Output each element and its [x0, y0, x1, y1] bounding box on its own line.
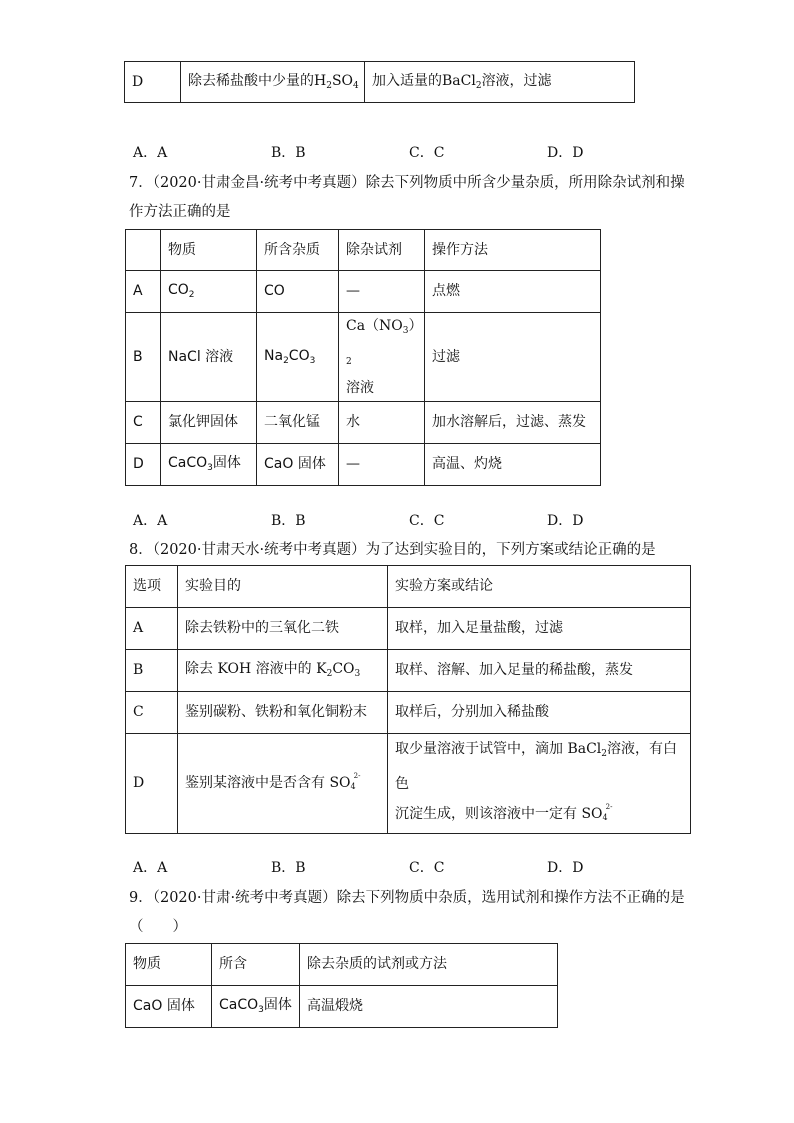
q6-row-d-purpose: 除去稀盐酸中少量的$H_2SO_4$ — [181, 62, 365, 103]
q6-option-c[interactable]: C．C — [409, 145, 445, 161]
q7-row-b-option: B — [126, 313, 161, 402]
q8-header-plan: 实验方案或结论 — [388, 566, 691, 608]
q7-option-a[interactable]: A．A — [133, 513, 168, 529]
q8-option-b[interactable]: B．B — [271, 860, 306, 876]
q7-option-c[interactable]: C．C — [409, 513, 445, 529]
q7-row-b-impurity: $Na_2CO_3$ — [257, 313, 339, 402]
q9-header-method: 除去杂质的试剂或方法 — [300, 944, 558, 986]
q9-row-impurity: CaCO$_3$固体 — [212, 986, 300, 1028]
q7-row-a-impurity: CO — [257, 271, 339, 313]
table-row — [126, 313, 601, 402]
q7-header-impurity: 所含杂质 — [257, 230, 339, 271]
q7-row-d-reagent: — — [339, 444, 425, 486]
q8-row-b-plan: 取样、溶解、加入足量的稀盐酸，蒸发 — [388, 650, 691, 692]
q7-header-substance: 物质 — [161, 230, 257, 271]
q7-option-d[interactable]: D．D — [547, 513, 584, 529]
q8-answer-options — [133, 857, 693, 877]
table-row — [126, 650, 691, 692]
q7-row-a-substance: $CO_2$ — [161, 271, 257, 313]
q7-row-c-option: C — [126, 402, 161, 444]
q7-option-b[interactable]: B．B — [271, 513, 306, 529]
q7-row-b-method: 过滤 — [425, 313, 601, 402]
q8-table — [125, 565, 691, 834]
q7-row-c-reagent: 水 — [339, 402, 425, 444]
q7-stem-line2: 作方法正确的是 — [129, 204, 231, 220]
q9-row-method: 高温煅烧 — [300, 986, 558, 1028]
q7-row-c-method: 加水溶解后，过滤、蒸发 — [425, 402, 601, 444]
q7-header-row — [126, 230, 601, 271]
q6-option-b[interactable]: B．B — [271, 145, 306, 161]
table-row — [126, 692, 691, 734]
q7-stem-line1: 7．（2020·甘肃金昌·统考中考真题）除去下列物质中所含少量杂质，所用除杂试剂和操 — [129, 175, 685, 191]
q9-header-impurity: 所含 — [212, 944, 300, 986]
q8-row-c-plan: 取样后，分别加入稀盐酸 — [388, 692, 691, 734]
q7-row-d-impurity: CaO 固体 — [257, 444, 339, 486]
q7-row-b-reagent: $Ca(NO_3)_2$ 溶液 — [339, 313, 425, 402]
q8-row-a-plan: 取样，加入足量盐酸，过滤 — [388, 608, 691, 650]
q8-row-b-purpose: 除去 KOH 溶液中的 $K_2CO_3$ — [178, 650, 388, 692]
q8-row-c-option: C — [126, 692, 178, 734]
q6-answer-options — [133, 142, 693, 162]
table-row — [126, 734, 691, 834]
q7-header-blank — [126, 230, 161, 271]
q8-row-b-option: B — [126, 650, 178, 692]
table-row — [126, 608, 691, 650]
table-row — [126, 271, 601, 313]
q8-option-d[interactable]: D．D — [547, 860, 584, 876]
q8-option-a[interactable]: A．A — [133, 860, 168, 876]
table-row — [126, 986, 558, 1028]
q9-header-row — [126, 944, 558, 986]
q9-row-substance: CaO 固体 — [126, 986, 212, 1028]
q9-header-substance: 物质 — [126, 944, 212, 986]
q8-row-d-option: D — [126, 734, 178, 834]
q9-stem-line1: 9．（2020·甘肃·统考中考真题）除去下列物质中杂质，选用试剂和操作方法不正确的是 — [129, 890, 685, 906]
table-row — [126, 444, 601, 486]
q8-option-c[interactable]: C．C — [409, 860, 445, 876]
q6-table-tail — [124, 61, 635, 103]
q7-row-c-substance: 氯化钾固体 — [161, 402, 257, 444]
q7-header-reagent: 除杂试剂 — [339, 230, 425, 271]
q7-header-method: 操作方法 — [425, 230, 601, 271]
q7-table — [125, 229, 601, 486]
q7-row-d-option: D — [126, 444, 161, 486]
q8-row-d-plan: 取少量溶液于试管中，滴加 BaCl$_2$溶液，有白色 沉淀生成，则该溶液中一定有 $SO4^{2-}$ — [388, 734, 691, 834]
q8-stem: 8．（2020·甘肃天水·统考中考真题）为了达到实验目的，下列方案或结论正确的是 — [129, 542, 656, 558]
q7-row-d-method: 高温、灼烧 — [425, 444, 601, 486]
q8-row-a-option: A — [126, 608, 178, 650]
q8-header-row — [126, 566, 691, 608]
q6-row-d-method: 加入适量的BaCl$_2$溶液，过滤 — [365, 62, 635, 103]
q9-table — [125, 943, 558, 1028]
q9-stem-line2: （ ） — [129, 919, 187, 935]
table-row — [126, 402, 601, 444]
q8-row-a-purpose: 除去铁粉中的三氧化二铁 — [178, 608, 388, 650]
q7-row-a-option: A — [126, 271, 161, 313]
q8-row-d-purpose: 鉴别某溶液中是否含有 $SO4^{2-}$ — [178, 734, 388, 834]
q6-option-a[interactable]: A．A — [133, 145, 168, 161]
q7-row-b-substance: NaCl 溶液 — [161, 313, 257, 402]
q6-row-d-option: D — [125, 62, 181, 103]
q7-answer-options — [133, 510, 693, 530]
q8-row-c-purpose: 鉴别碳粉、铁粉和氧化铜粉末 — [178, 692, 388, 734]
q7-row-c-impurity: 二氧化锰 — [257, 402, 339, 444]
q7-row-a-reagent: — — [339, 271, 425, 313]
q8-header-purpose: 实验目的 — [178, 566, 388, 608]
q8-header-option: 选项 — [126, 566, 178, 608]
q7-row-d-substance: CaCO$_3$固体 — [161, 444, 257, 486]
q6-option-d[interactable]: D．D — [547, 145, 584, 161]
q7-row-a-method: 点燃 — [425, 271, 601, 313]
